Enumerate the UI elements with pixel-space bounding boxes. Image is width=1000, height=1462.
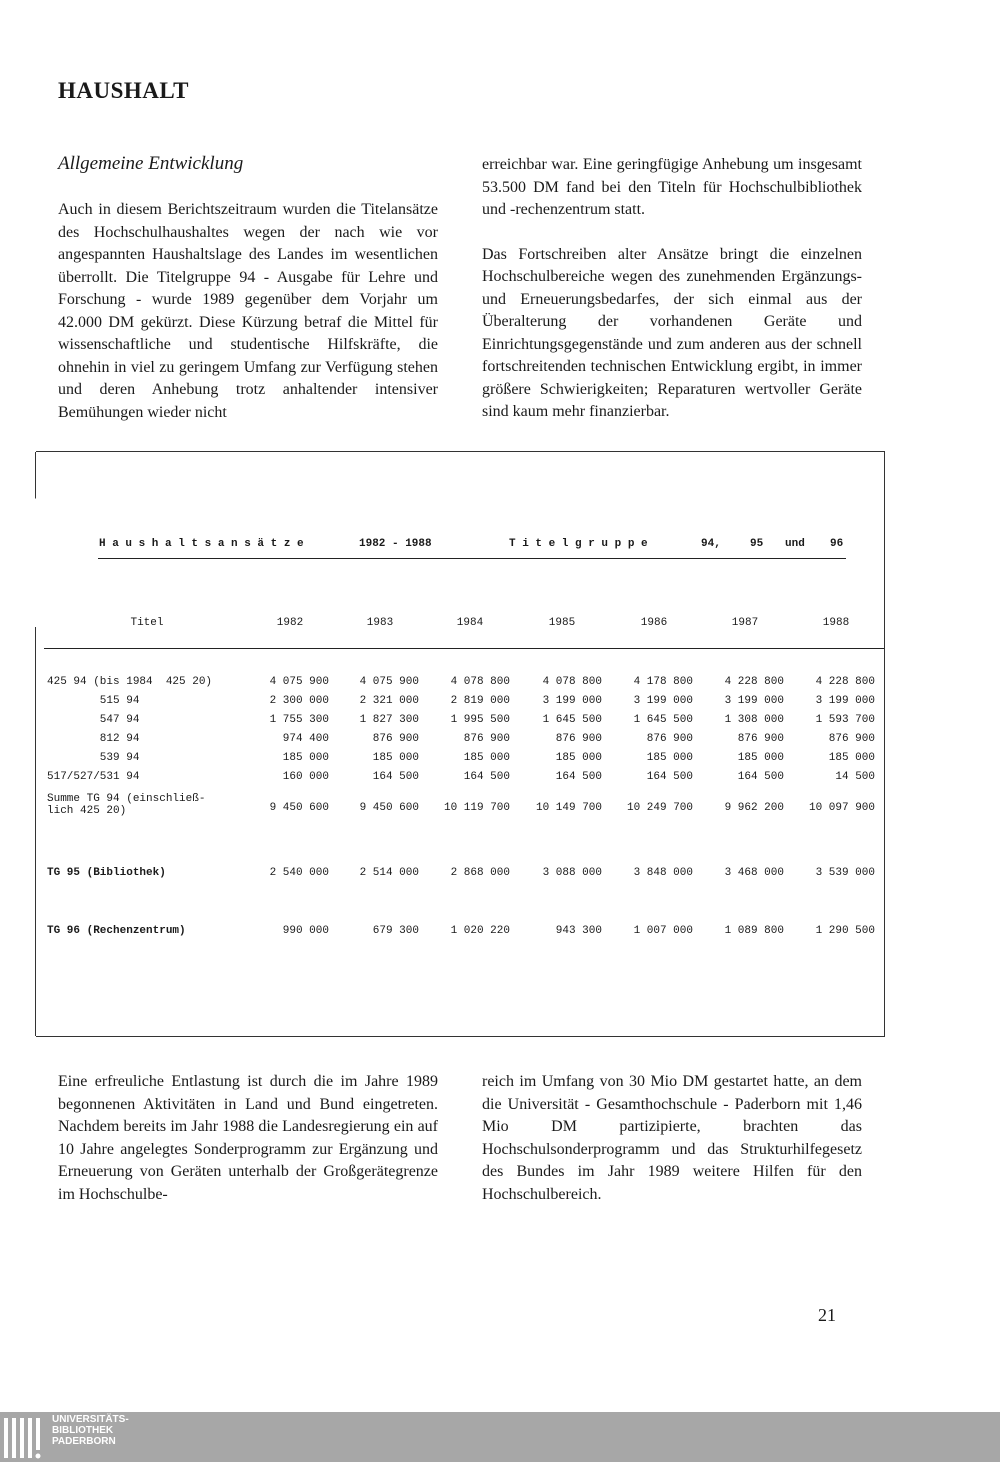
cell-value: 3 199 000 [815, 695, 875, 707]
library-logo-icon [4, 1416, 46, 1460]
table-heading-part: 94, [701, 538, 721, 550]
cell-value: 185 000 [282, 752, 329, 764]
paragraph-right-top [482, 154, 862, 446]
cell-value: 185 000 [828, 752, 875, 764]
cell-value: 10 097 900 [808, 802, 875, 814]
cell-value: 876 900 [737, 733, 784, 745]
cell-value: 1 755 300 [269, 714, 329, 726]
cell-value: 2 819 000 [450, 695, 510, 707]
cell-value: 3 848 000 [633, 867, 693, 879]
library-footer [0, 1412, 1000, 1462]
table-heading-part: 96 [830, 538, 844, 550]
cell-value: 3 199 000 [724, 695, 784, 707]
cell-value: 1 089 800 [724, 925, 784, 937]
cell-value: 185 000 [372, 752, 419, 764]
cell-value: 1 995 500 [450, 714, 510, 726]
cell-value: 876 900 [463, 733, 510, 745]
cell-value: 164 500 [737, 771, 784, 783]
library-name-line: UNIVERSITÄTS- [52, 1414, 129, 1425]
cell-value: 14 500 [835, 771, 875, 783]
table-row-tg96 [36, 925, 884, 939]
row-label: TG 96 (Rechenzentrum) [47, 925, 186, 937]
table-row [36, 771, 884, 785]
table-row [36, 695, 884, 709]
cell-value: 1 827 300 [359, 714, 419, 726]
cell-value: 4 078 800 [450, 676, 510, 688]
row-label: 812 94 [47, 733, 140, 745]
row-label: 425 94 (bis 1984 425 20) [47, 676, 213, 688]
cell-value: 876 900 [828, 733, 875, 745]
paragraph-right-bottom [482, 1071, 862, 1228]
table-row-tg95 [36, 867, 884, 881]
paragraph-text: Das Fortschreiben alter Ansätze bringt die einzelnen Hochschulbereiche wegen des zunehmenden Ergänzungs- und Erneuerungsbedarfes, der sich einmal aus der Überalterung der vorhandenen Geräte und Einrichtungsgegenstände und zum anderen aus der schnell fortschreitenden technischen Entwicklung ergibt, in immer größere Schwierigkeiten; Reparaturen wertvoller Geräte sind kaum mehr finanzierbar. [482, 245, 862, 420]
row-label: lich 425 20) [47, 805, 127, 817]
cell-value: 876 900 [646, 733, 693, 745]
cell-value: 2 868 000 [450, 867, 510, 879]
cell-value: 164 500 [555, 771, 602, 783]
row-label: 547 94 [47, 714, 140, 726]
column-header: 1985 [548, 617, 576, 629]
cell-value: 164 500 [372, 771, 419, 783]
cell-value: 943 300 [555, 925, 602, 937]
cell-value: 9 450 600 [359, 802, 419, 814]
table-heading-part: 95 [750, 538, 764, 550]
row-label: 539 94 [47, 752, 140, 764]
table-heading-part: T i t e l g r u p p e [509, 538, 648, 550]
paragraph-left-top [58, 199, 438, 446]
cell-value: 990 000 [282, 925, 329, 937]
table-row-sum [36, 794, 884, 822]
cell-value: 4 228 800 [724, 676, 784, 688]
table-header-row [36, 617, 884, 631]
table-heading-part: und [785, 538, 805, 550]
cell-value: 3 199 000 [633, 695, 693, 707]
cell-value: 4 075 900 [269, 676, 329, 688]
cell-value: 2 300 000 [269, 695, 329, 707]
paragraph-left-bottom [58, 1071, 438, 1228]
cell-value: 160 000 [282, 771, 329, 783]
library-name-line: BIBLIOTHEK [52, 1425, 114, 1436]
cell-value: 2 514 000 [359, 867, 419, 879]
row-label: Summe TG 94 (einschließ- [47, 793, 206, 805]
row-label: TG 95 (Bibliothek) [47, 867, 166, 879]
cell-value: 164 500 [646, 771, 693, 783]
page-number: 21 [818, 1305, 836, 1325]
cell-value: 10 149 700 [535, 802, 602, 814]
library-name-line: PADERBORN [52, 1436, 116, 1447]
cell-value: 3 199 000 [542, 695, 602, 707]
row-label: 517/527/531 94 [47, 771, 140, 783]
cell-value: 9 962 200 [724, 802, 784, 814]
cell-value: 9 450 600 [269, 802, 329, 814]
cell-value: 1 020 220 [450, 925, 510, 937]
cell-value: 1 007 000 [633, 925, 693, 937]
cell-value: 4 075 900 [359, 676, 419, 688]
row-label: 515 94 [47, 695, 140, 707]
cell-value: 3 088 000 [542, 867, 602, 879]
column-header: 1987 [731, 617, 759, 629]
table-heading-part: H a u s h a l t s a n s ä t z e [99, 538, 304, 550]
column-header: 1988 [822, 617, 850, 629]
cell-value: 1 593 700 [815, 714, 875, 726]
cell-value: 974 400 [282, 733, 329, 745]
table-row [36, 714, 884, 728]
cell-value: 1 645 500 [542, 714, 602, 726]
cell-value: 679 300 [372, 925, 419, 937]
table-heading-part: 1982 - 1988 [359, 538, 432, 550]
cell-value: 3 468 000 [724, 867, 784, 879]
cell-value: 185 000 [646, 752, 693, 764]
cell-value: 185 000 [463, 752, 510, 764]
cell-value: 185 000 [555, 752, 602, 764]
cell-value: 1 645 500 [633, 714, 693, 726]
cell-value: 4 178 800 [633, 676, 693, 688]
cell-value: 876 900 [555, 733, 602, 745]
header-underline [44, 648, 884, 649]
cell-value: 1 290 500 [815, 925, 875, 937]
cell-value: 4 078 800 [542, 676, 602, 688]
library-name [52, 1414, 129, 1447]
section-subheading: Allgemeine Entwicklung [58, 153, 244, 174]
cell-value: 164 500 [463, 771, 510, 783]
cell-value: 185 000 [737, 752, 784, 764]
column-header: Titel [130, 617, 164, 629]
cell-value: 2 540 000 [269, 867, 329, 879]
cell-value: 876 900 [372, 733, 419, 745]
cell-value: 10 249 700 [626, 802, 693, 814]
paragraph-text: Auch in diesem Berichtszeitraum wurden die Titelansätze des Hochschulhaushaltes wegen der nach wie vor angespannten Haushaltslage des Landes im wesentlichen überrollt. Die Titelgruppe 94 - Ausgabe für Lehre und Forschung - wurde 1989 gegenüber dem Vorjahr um 42.000 DM gekürzt. Diese Kürzung betraf die Mittel für wissenschaftliche und studentische Hilfskräfte, die ohnehin in viel zu geringem Umfang zur Verfügung stehen und deren Anhebung trotz anhaltender intensiver Bemühungen wieder nicht [58, 201, 438, 421]
table-row [36, 733, 884, 747]
cell-value: 4 228 800 [815, 676, 875, 688]
cell-value: 2 321 000 [359, 695, 419, 707]
paragraph-text: Eine erfreuliche Entlastung ist durch die im Jahre 1989 begonnenen Aktivitäten in Land und Bund eingetreten. Nachdem bereits im Jahr 1988 die Landesregierung ein auf 10 Jahre angelegtes Sonderprogramm zur Ergänzung und Erneuerung von Geräten unterhalb der Großgerätegrenze im Hochschulbe- [58, 1073, 438, 1203]
column-header: 1984 [456, 617, 484, 629]
cell-value: 10 119 700 [443, 802, 510, 814]
paragraph-text: reich im Umfang von 30 Mio DM gestartet hatte, an dem die Universität - Gesamthochschule - Paderborn mit 1,46 Mio DM partizipierte, brachten das Hochschulsonderprogramm und das Strukturhilfegesetz des Bundes im Jahr 1989 weitere Hilfen für den Hochschulbereich. [482, 1073, 862, 1203]
cell-value: 1 308 000 [724, 714, 784, 726]
column-header: 1982 [276, 617, 304, 629]
table-row [36, 676, 884, 690]
page-title: HAUSHALT [58, 78, 189, 103]
heading-underline [98, 558, 846, 559]
table-row [36, 752, 884, 766]
paragraph-text: erreichbar war. Eine geringfügige Anhebung um insgesamt 53.500 DM fand bei den Titeln für Hochschulbibliothek und -rechenzentrum statt. [482, 156, 862, 218]
column-header: 1986 [640, 617, 668, 629]
cell-value: 3 539 000 [815, 867, 875, 879]
column-header: 1983 [366, 617, 394, 629]
